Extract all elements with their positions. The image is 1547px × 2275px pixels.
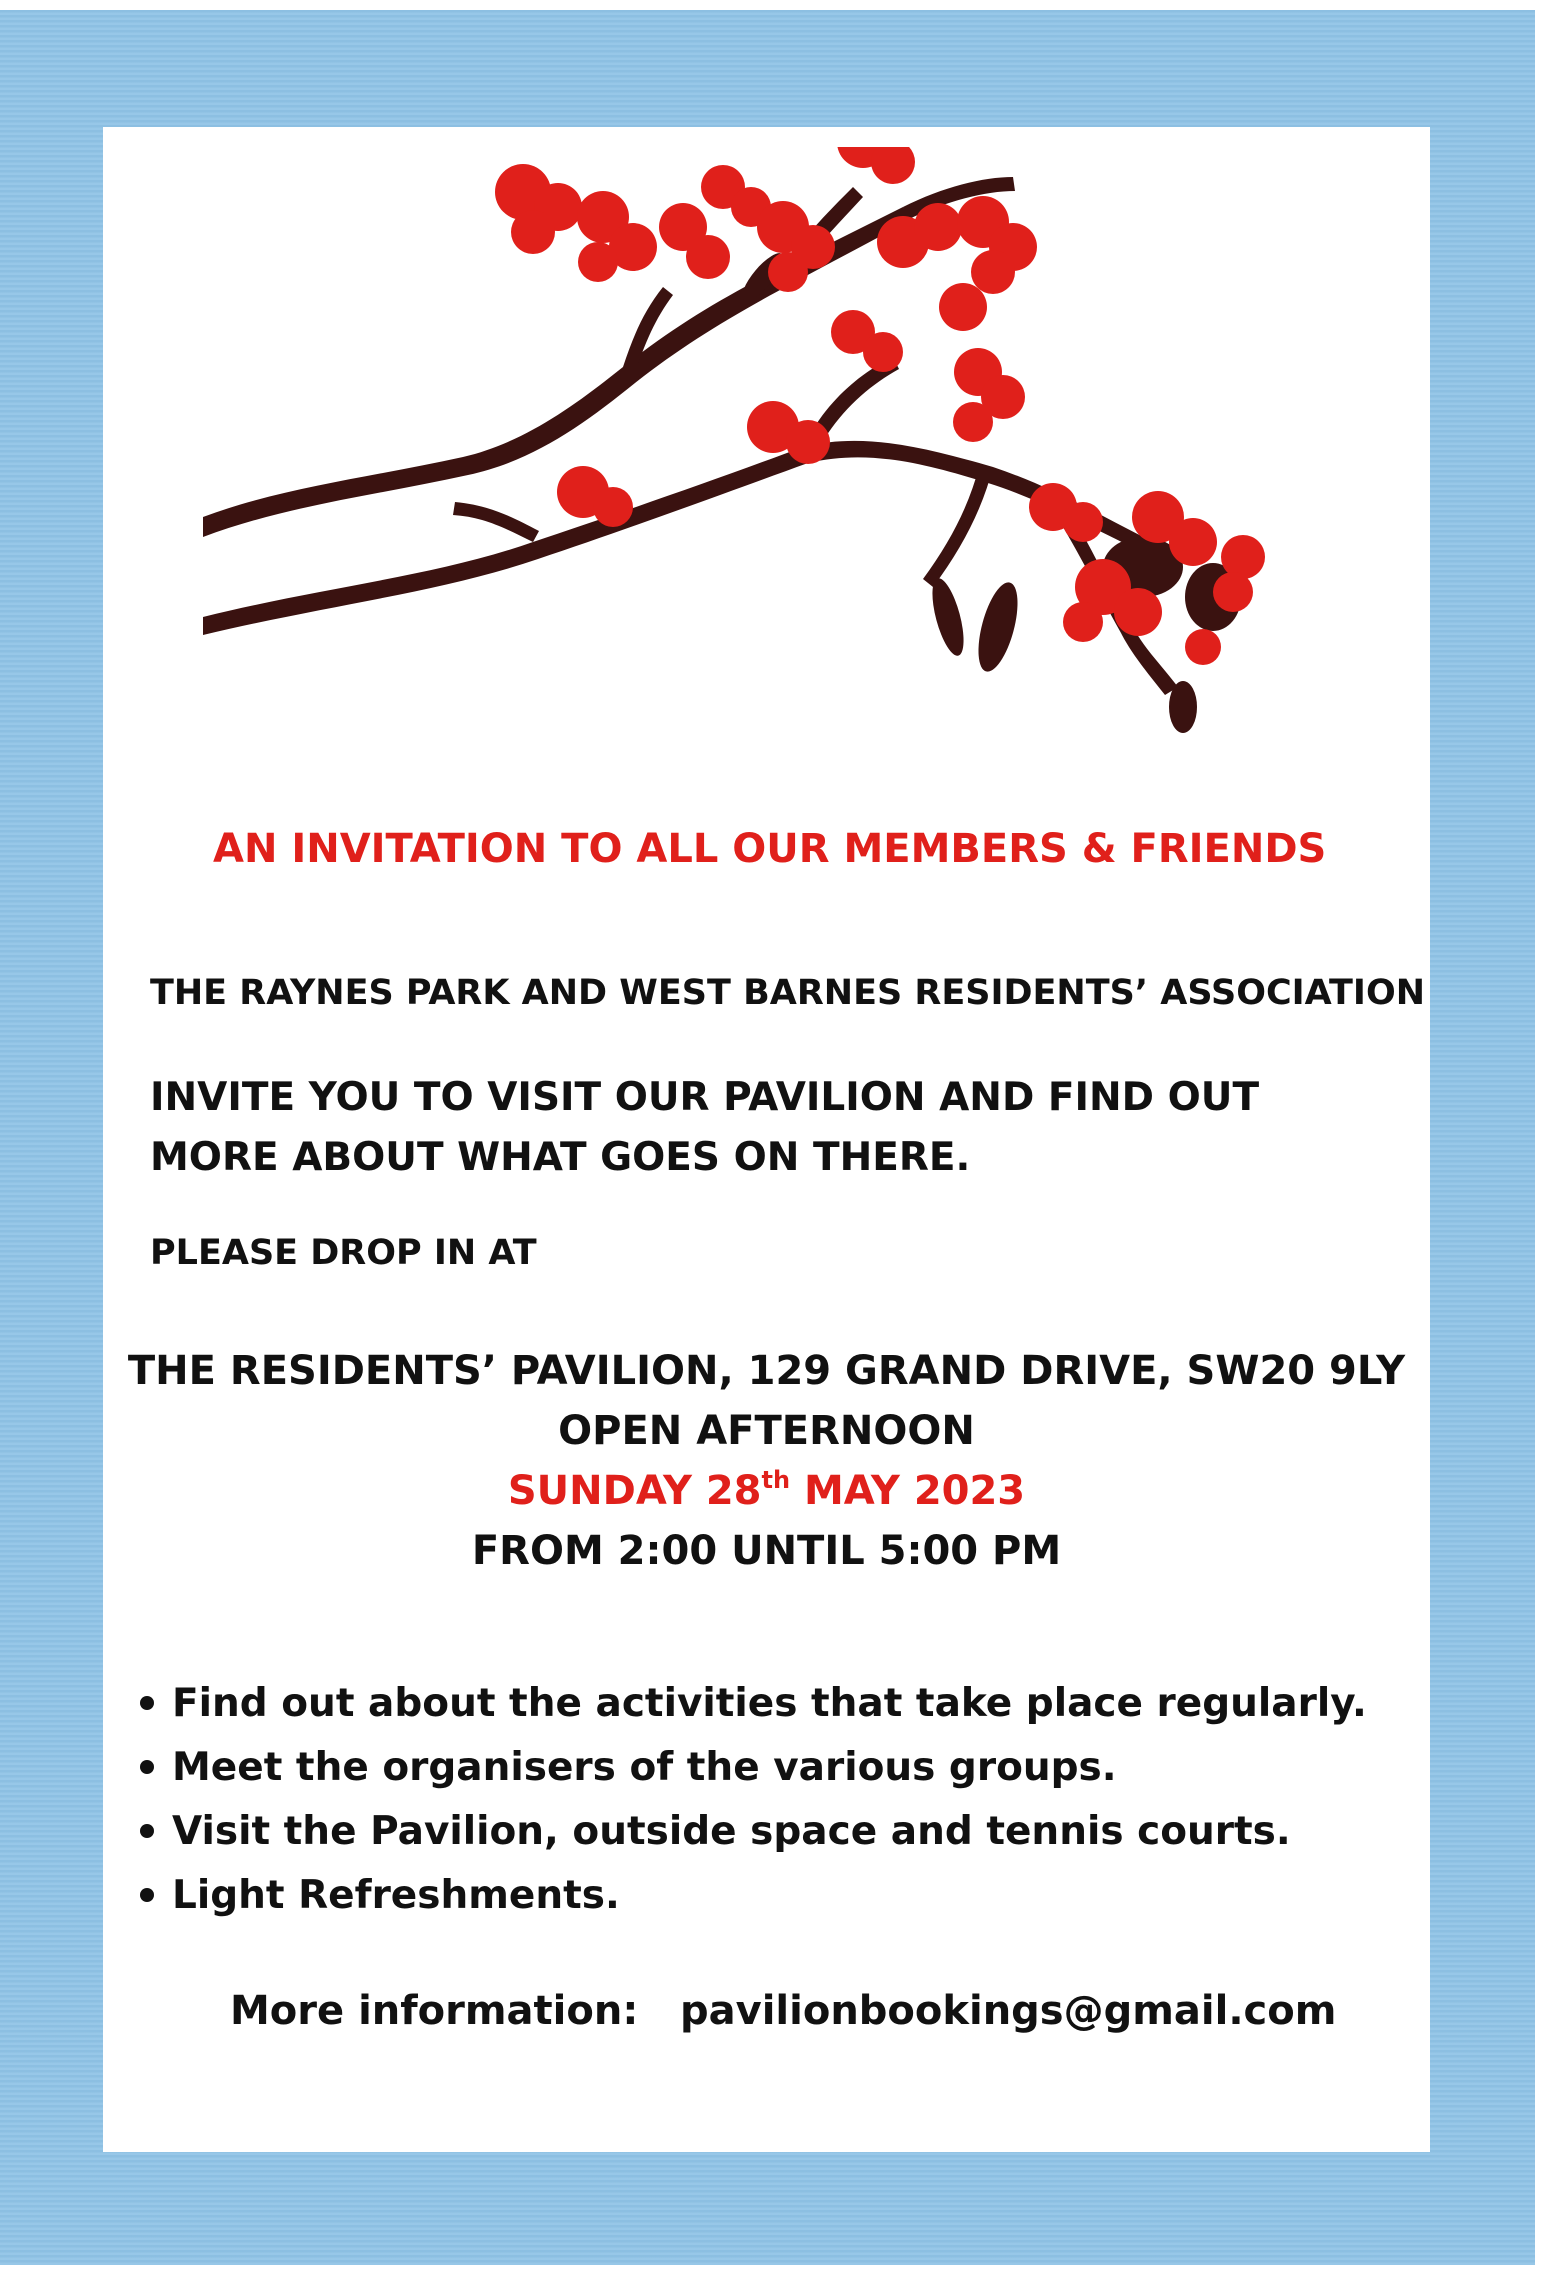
event-name: OPEN AFTERNOON (558, 1408, 975, 1454)
more-info-label: More information: (230, 1988, 639, 2034)
bullet-icon (140, 1760, 154, 1774)
blossom-branch-illustration (203, 147, 1303, 867)
bullet-icon (140, 1696, 154, 1710)
association-name: THE RAYNES PARK AND WEST BARNES RESIDENTS’ ASSOCIATION (150, 973, 1425, 1013)
invite-line-1: INVITE YOU TO VISIT OUR PAVILION AND FIND OUT (150, 1075, 1260, 1120)
venue-address: THE RESIDENTS’ PAVILION, 129 GRAND DRIVE, SW20 9LY (127, 1348, 1406, 1394)
list-item-text: Find out about the activities that take place regularly. (172, 1681, 1367, 1726)
list-item (140, 1672, 1367, 1736)
list-item-text: Light Refreshments. (172, 1873, 620, 1918)
invitation-heading: AN INVITATION TO ALL OUR MEMBERS & FRIENDS (213, 826, 1327, 872)
list-item (140, 1736, 1367, 1800)
contact-email[interactable]: pavilionbookings@gmail.com (680, 1988, 1337, 2034)
bullet-icon (140, 1824, 154, 1838)
event-date-month-year: MAY 2023 (790, 1468, 1026, 1514)
event-time: FROM 2:00 UNTIL 5:00 PM (471, 1528, 1062, 1574)
invite-message (150, 1068, 1259, 1188)
list-item (140, 1800, 1367, 1864)
event-date-day: SUNDAY 28 (507, 1468, 762, 1514)
event-date (103, 1468, 1430, 1514)
invite-line-2: MORE ABOUT WHAT GOES ON THERE. (150, 1135, 971, 1180)
event-date-ordinal: th (761, 1466, 791, 1494)
list-item-text: Meet the organisers of the various groups. (172, 1745, 1117, 1790)
list-item (140, 1864, 1367, 1928)
bullet-icon (140, 1888, 154, 1902)
feature-list (140, 1672, 1367, 1928)
list-item-text: Visit the Pavilion, outside space and tennis courts. (172, 1809, 1291, 1854)
drop-in-text: PLEASE DROP IN AT (150, 1233, 537, 1273)
